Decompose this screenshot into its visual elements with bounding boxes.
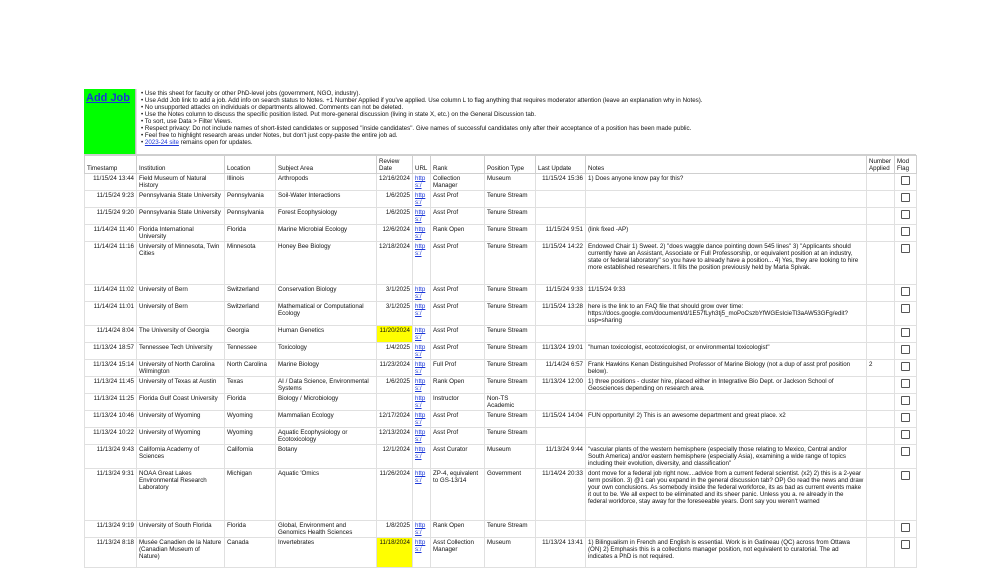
table-row: [85, 445, 917, 469]
col-header-timestamp[interactable]: Timestamp: [85, 156, 137, 174]
cell-review-date[interactable]: 3/1/2025: [377, 285, 413, 302]
cell-subject[interactable]: Honey Bee Biology: [276, 242, 377, 285]
cell-position-type[interactable]: Tenure Stream: [485, 225, 536, 242]
header-banner: [84, 89, 916, 155]
instruction-line: • No unsupported attacks on individuals or departments allowed. Comments can not be deleted.: [141, 104, 404, 111]
cell-location[interactable]: Pennsylvania: [225, 191, 276, 208]
spreadsheet: [84, 89, 916, 560]
cell-location[interactable]: California: [225, 445, 276, 469]
cell-position-type[interactable]: Tenure Stream: [485, 285, 536, 302]
cell-url[interactable]: [413, 521, 431, 538]
cell-notes[interactable]: [586, 521, 867, 538]
cell-timestamp[interactable]: 11/14/24 11:40: [85, 225, 137, 242]
cell-institution[interactable]: University of Minnesota, Twin Cities: [137, 242, 225, 285]
cell-notes[interactable]: 11/15/24 9:33: [586, 285, 867, 302]
cell-timestamp[interactable]: 11/15/24 9:20: [85, 208, 137, 225]
table-row: [85, 302, 917, 326]
job-url-link[interactable]: https:/: [415, 395, 426, 409]
cell-rank[interactable]: Asst Prof: [431, 208, 485, 225]
cell-location[interactable]: Florida: [225, 225, 276, 242]
cell-notes[interactable]: 1) Bilingualism in French and English is essential. Work is in Gatineau (QC) across from Ottawa (ON) 2) Emphasis this is a collections manager position, not equivalent to curatorial. The ad indicates a PhD is not required.: [586, 538, 867, 568]
cell-rank[interactable]: Asst Collection Manager: [431, 538, 485, 568]
cell-number-applied[interactable]: [867, 445, 895, 469]
cell-institution[interactable]: University of Bern: [137, 302, 225, 326]
jobs-table: [84, 155, 917, 568]
cell-last-update[interactable]: 11/15/24 15:36: [536, 174, 586, 191]
cell-last-update[interactable]: [536, 208, 586, 225]
cell-number-applied[interactable]: [867, 285, 895, 302]
cell-mod-flag: [895, 394, 917, 411]
mod-flag-checkbox[interactable]: [901, 345, 910, 354]
cell-rank[interactable]: Instructor: [431, 394, 485, 411]
cell-mod-flag: [895, 174, 917, 191]
mod-flag-checkbox[interactable]: [901, 176, 910, 185]
cell-mod-flag: [895, 285, 917, 302]
cell-subject[interactable]: Mathematical or Computational Ecology: [276, 302, 377, 326]
mod-flag-checkbox[interactable]: [901, 227, 910, 236]
instruction-line: • Use Add Job link to add a job. Add info on search status to Notes. +1 Number Applied if you've applied. Use column L to flag anything that requires moderator attention (leave an explanation why in Notes).: [141, 97, 703, 104]
table-row: [85, 191, 917, 208]
cell-number-applied[interactable]: [867, 191, 895, 208]
cell-review-date[interactable]: 12/16/2024: [377, 174, 413, 191]
table-row: [85, 469, 917, 521]
cell-institution[interactable]: Florida International University: [137, 225, 225, 242]
mod-flag-checkbox[interactable]: [901, 193, 910, 202]
cell-url[interactable]: [413, 242, 431, 285]
table-row: [85, 360, 917, 377]
cell-subject[interactable]: Marine Biology: [276, 360, 377, 377]
instruction-line: • Use the Notes column to discuss the specific position listed. Put more-general discussion (living in state X, etc.) on the General Discussion tab.: [141, 111, 536, 118]
cell-subject[interactable]: Marine Microbial Ecology: [276, 225, 377, 242]
cell-rank[interactable]: Rank Open: [431, 377, 485, 394]
cell-review-date[interactable]: 1/8/2025: [377, 521, 413, 538]
cell-review-date[interactable]: 12/6/2024: [377, 225, 413, 242]
cell-mod-flag: [895, 411, 917, 428]
cell-review-date[interactable]: 12/18/2024: [377, 242, 413, 285]
job-url-link[interactable]: https:/: [415, 209, 426, 223]
cell-subject[interactable]: Forest Ecophysiology: [276, 208, 377, 225]
cell-timestamp[interactable]: 11/13/24 8:18: [85, 538, 137, 568]
cell-position-type[interactable]: Government: [485, 469, 536, 521]
job-url-link[interactable]: https:/: [415, 446, 426, 460]
cell-institution[interactable]: Tennessee Tech University: [137, 343, 225, 360]
cell-location[interactable]: Texas: [225, 377, 276, 394]
mod-flag-checkbox[interactable]: [901, 304, 910, 313]
cell-last-update[interactable]: [536, 191, 586, 208]
cell-notes[interactable]: [586, 208, 867, 225]
cell-timestamp[interactable]: 11/14/24 11:01: [85, 302, 137, 326]
cell-position-type[interactable]: Tenure Stream: [485, 343, 536, 360]
instruction-line: • 2023-24 site remains open for updates.: [141, 139, 253, 146]
cell-review-date[interactable]: 12/13/2024: [377, 428, 413, 445]
cell-institution[interactable]: California Academy of Sciences: [137, 445, 225, 469]
cell-location[interactable]: North Carolina: [225, 360, 276, 377]
cell-last-update[interactable]: 11/14/24 20:33: [536, 469, 586, 521]
col-header-number-applied[interactable]: Number Applied: [867, 156, 895, 174]
cell-url[interactable]: [413, 445, 431, 469]
job-url-link[interactable]: https:/: [415, 327, 426, 341]
cell-rank[interactable]: Collection Manager: [431, 174, 485, 191]
cell-position-type[interactable]: Tenure Stream: [485, 377, 536, 394]
cell-institution[interactable]: Pennsylvania State University: [137, 191, 225, 208]
cell-url[interactable]: [413, 538, 431, 568]
cell-number-applied[interactable]: [867, 208, 895, 225]
cell-rank[interactable]: Asst Prof: [431, 285, 485, 302]
cell-subject[interactable]: Aquatic Ecophysiology or Ecotoxicology: [276, 428, 377, 445]
cell-rank[interactable]: Rank Open: [431, 521, 485, 538]
cell-review-date[interactable]: 1/6/2025: [377, 377, 413, 394]
mod-flag-checkbox[interactable]: [901, 328, 910, 337]
cell-url[interactable]: [413, 285, 431, 302]
cell-position-type[interactable]: Non-TS Academic: [485, 394, 536, 411]
cell-subject[interactable]: Biology / Microbiology: [276, 394, 377, 411]
cell-last-update[interactable]: 11/15/24 9:33: [536, 285, 586, 302]
cell-last-update[interactable]: 11/15/24 14:22: [536, 242, 586, 285]
cell-number-applied[interactable]: [867, 394, 895, 411]
cell-mod-flag: [895, 208, 917, 225]
cell-review-date[interactable]: 12/1/2024: [377, 445, 413, 469]
cell-url[interactable]: [413, 411, 431, 428]
cell-review-date[interactable]: 11/23/2024: [377, 360, 413, 377]
cell-number-applied[interactable]: [867, 469, 895, 521]
cell-mod-flag: [895, 326, 917, 343]
cell-last-update[interactable]: 11/13/24 13:41: [536, 538, 586, 568]
cell-location[interactable]: Wyoming: [225, 411, 276, 428]
job-url-link[interactable]: https:/: [415, 522, 426, 536]
mod-flag-checkbox[interactable]: [901, 447, 910, 456]
cell-institution[interactable]: University of Texas at Austin: [137, 377, 225, 394]
cell-institution[interactable]: University of Wyoming: [137, 428, 225, 445]
cell-rank[interactable]: Full Prof: [431, 360, 485, 377]
cell-review-date[interactable]: 1/6/2025: [377, 208, 413, 225]
cell-timestamp[interactable]: 11/14/24 11:02: [85, 285, 137, 302]
cell-url[interactable]: [413, 360, 431, 377]
mod-flag-checkbox[interactable]: [901, 523, 910, 532]
cell-location[interactable]: Wyoming: [225, 428, 276, 445]
col-header-review-date[interactable]: Review Date: [377, 156, 413, 174]
cell-notes[interactable]: [586, 191, 867, 208]
cell-review-date[interactable]: 11/20/2024: [377, 326, 413, 343]
cell-mod-flag: [895, 242, 917, 285]
cell-subject[interactable]: Arthropods: [276, 174, 377, 191]
col-header-position-type[interactable]: Position Type: [485, 156, 536, 174]
cell-notes[interactable]: [586, 394, 867, 411]
cell-review-date[interactable]: 1/4/2025: [377, 343, 413, 360]
cell-notes[interactable]: FUN opportunity! 2) This is an awesome department and great place. x2: [586, 411, 867, 428]
prior-site-suffix: remains open for updates.: [178, 139, 253, 146]
cell-url[interactable]: [413, 225, 431, 242]
cell-notes[interactable]: (link fixed -AP): [586, 225, 867, 242]
cell-notes[interactable]: Endowed Chair 1) Sweet. 2) "does waggle dance pointing down 545 lines" 3) "Applicants should currently have an Assistant, Associate or Full Professorship, or equivalent position at an industry, state or federal laboratory" so you have to already have a position... 4) Yes, they are looking to hire more established researchers. It fills the position previously held by Marla Spivak.: [586, 242, 867, 285]
cell-location[interactable]: Switzerland: [225, 302, 276, 326]
cell-mod-flag: [895, 428, 917, 445]
prior-site-link[interactable]: 2023-24 site: [144, 139, 179, 146]
job-url-link[interactable]: https:/: [415, 303, 426, 317]
cell-last-update[interactable]: 11/13/24 9:44: [536, 445, 586, 469]
cell-number-applied[interactable]: [867, 242, 895, 285]
add-job-link[interactable]: Add Job: [86, 92, 130, 104]
header-row: [85, 156, 917, 174]
cell-mod-flag: [895, 302, 917, 326]
cell-rank[interactable]: Asst Prof: [431, 302, 485, 326]
add-job-cell: [84, 89, 136, 154]
cell-rank[interactable]: Asst Prof: [431, 343, 485, 360]
col-header-institution[interactable]: Institution: [137, 156, 225, 174]
cell-review-date[interactable]: [377, 394, 413, 411]
instruction-line: • To sort, use Data > Filter Views.: [141, 118, 233, 125]
table-row: [85, 208, 917, 225]
job-url-link[interactable]: https:/: [415, 286, 426, 300]
col-header-last-update[interactable]: Last Update: [536, 156, 586, 174]
cell-location[interactable]: Pennsylvania: [225, 208, 276, 225]
cell-review-date[interactable]: 12/17/2024: [377, 411, 413, 428]
job-url-link[interactable]: https:/: [415, 175, 426, 189]
cell-timestamp[interactable]: 11/13/24 18:57: [85, 343, 137, 360]
cell-mod-flag: [895, 191, 917, 208]
cell-subject[interactable]: Human Genetics: [276, 326, 377, 343]
job-url-link[interactable]: https:/: [415, 429, 426, 443]
cell-number-applied[interactable]: [867, 225, 895, 242]
cell-url[interactable]: [413, 377, 431, 394]
cell-number-applied[interactable]: [867, 326, 895, 343]
cell-institution[interactable]: NOAA Great Lakes Environmental Research Laboratory: [137, 469, 225, 521]
cell-location[interactable]: Florida: [225, 394, 276, 411]
mod-flag-checkbox[interactable]: [901, 430, 910, 439]
col-header-notes[interactable]: Notes: [586, 156, 867, 174]
cell-url[interactable]: [413, 428, 431, 445]
cell-location[interactable]: Georgia: [225, 326, 276, 343]
cell-number-applied[interactable]: [867, 174, 895, 191]
cell-url[interactable]: [413, 191, 431, 208]
cell-review-date[interactable]: 1/6/2025: [377, 191, 413, 208]
cell-subject[interactable]: Conservation Biology: [276, 285, 377, 302]
col-header-location[interactable]: Location: [225, 156, 276, 174]
instruction-line: • Respect privacy: Do not include names of short-listed candidates or supposed "inside candidates". Give names of successful candidates only after their acceptance of a position has been made public.: [141, 125, 692, 132]
cell-position-type[interactable]: Museum: [485, 174, 536, 191]
cell-position-type[interactable]: Tenure Stream: [485, 191, 536, 208]
cell-institution[interactable]: Field Museum of Natural History: [137, 174, 225, 191]
mod-flag-checkbox[interactable]: [901, 540, 910, 549]
cell-notes[interactable]: "vascular plants of the western hemisphere (especially those relating to Mexico, Central and/or South America) and/or eastern hemisphere (especially Asia), examining a wide range of topics including their evolution, diversity, and classification": [586, 445, 867, 469]
cell-location[interactable]: Tennessee: [225, 343, 276, 360]
cell-notes[interactable]: [586, 326, 867, 343]
cell-position-type[interactable]: Museum: [485, 445, 536, 469]
job-url-link[interactable]: https:/: [415, 412, 426, 426]
cell-number-applied[interactable]: [867, 428, 895, 445]
col-header-url[interactable]: URL: [413, 156, 431, 174]
job-url-link[interactable]: https:/: [415, 361, 426, 375]
cell-position-type[interactable]: Tenure Stream: [485, 521, 536, 538]
cell-last-update[interactable]: 11/15/24 13:28: [536, 302, 586, 326]
mod-flag-checkbox[interactable]: [901, 396, 910, 405]
cell-rank[interactable]: Asst Prof: [431, 428, 485, 445]
cell-rank[interactable]: Asst Prof: [431, 242, 485, 285]
cell-number-applied[interactable]: [867, 521, 895, 538]
cell-timestamp[interactable]: 11/14/24 11:16: [85, 242, 137, 285]
table-row: [85, 225, 917, 242]
cell-position-type[interactable]: Tenure Stream: [485, 428, 536, 445]
table-row: [85, 521, 917, 538]
cell-subject[interactable]: Botany: [276, 445, 377, 469]
cell-mod-flag: [895, 521, 917, 538]
mod-flag-checkbox[interactable]: [901, 210, 910, 219]
cell-url[interactable]: [413, 394, 431, 411]
cell-notes[interactable]: 1) Does anyone know pay for this?: [586, 174, 867, 191]
cell-subject[interactable]: Invertebrates: [276, 538, 377, 568]
cell-timestamp[interactable]: 11/13/24 10:46: [85, 411, 137, 428]
cell-location[interactable]: Switzerland: [225, 285, 276, 302]
cell-mod-flag: [895, 377, 917, 394]
mod-flag-checkbox[interactable]: [901, 362, 910, 371]
cell-subject[interactable]: Toxicology: [276, 343, 377, 360]
cell-timestamp[interactable]: 11/13/24 10:22: [85, 428, 137, 445]
cell-position-type[interactable]: Museum: [485, 538, 536, 568]
cell-timestamp[interactable]: 11/13/24 11:25: [85, 394, 137, 411]
cell-url[interactable]: [413, 208, 431, 225]
cell-mod-flag: [895, 445, 917, 469]
mod-flag-checkbox[interactable]: [901, 244, 910, 253]
cell-location[interactable]: Illinois: [225, 174, 276, 191]
instructions: [136, 89, 916, 154]
cell-institution[interactable]: University of North Carolina Wilmington: [137, 360, 225, 377]
cell-rank[interactable]: Asst Curator: [431, 445, 485, 469]
table-row: [85, 428, 917, 445]
cell-review-date[interactable]: 3/1/2025: [377, 302, 413, 326]
col-header-subject[interactable]: Subject Area: [276, 156, 377, 174]
cell-institution[interactable]: Musée Canadien de la Nature (Canadian Museum of Nature): [137, 538, 225, 568]
cell-subject[interactable]: Aquatic 'Omics: [276, 469, 377, 521]
job-url-link[interactable]: https:/: [415, 192, 426, 206]
cell-rank[interactable]: Asst Prof: [431, 411, 485, 428]
cell-institution[interactable]: University of Bern: [137, 285, 225, 302]
cell-notes[interactable]: 1) three positions - cluster hire, placed either in Integrative Bio Dept. or Jackson School of Geosciences depending on research area.: [586, 377, 867, 394]
cell-institution[interactable]: University of South Florida: [137, 521, 225, 538]
table-row: [85, 377, 917, 394]
cell-position-type[interactable]: Tenure Stream: [485, 411, 536, 428]
cell-url[interactable]: [413, 469, 431, 521]
cell-last-update[interactable]: 11/13/24 12:00: [536, 377, 586, 394]
cell-mod-flag: [895, 469, 917, 521]
cell-location[interactable]: Canada: [225, 538, 276, 568]
cell-mod-flag: [895, 225, 917, 242]
cell-number-applied[interactable]: [867, 302, 895, 326]
cell-timestamp[interactable]: 11/13/24 11:45: [85, 377, 137, 394]
job-url-link[interactable]: https:/: [415, 243, 426, 257]
cell-review-date[interactable]: 11/26/2024: [377, 469, 413, 521]
cell-number-applied[interactable]: [867, 343, 895, 360]
cell-notes[interactable]: dont move for a federal job right now....advice from a current federal scientist. (x2) 2) this is a 2-year term position. 3) @1 can you expand in the general discussion tab? OP) Go read the news and draw your own conclusions. As somebody inside the federal workforce, its as bad as current events make it out to be. We all expect to be eliminated and its sheer panic. Unless you a. re already in the federal workforce, stay away for the foreseeable years. Dont say you weren't warned: [586, 469, 867, 521]
cell-position-type[interactable]: Tenure Stream: [485, 302, 536, 326]
cell-rank[interactable]: ZP-4, equivalent to GS-13/14: [431, 469, 485, 521]
cell-subject[interactable]: Mammalian Ecology: [276, 411, 377, 428]
table-row: [85, 285, 917, 302]
cell-institution[interactable]: The University of Georgia: [137, 326, 225, 343]
cell-timestamp[interactable]: 11/13/24 9:43: [85, 445, 137, 469]
cell-number-applied[interactable]: [867, 377, 895, 394]
cell-subject[interactable]: AI / Data Science, Environmental Systems: [276, 377, 377, 394]
cell-last-update[interactable]: 11/15/24 9:51: [536, 225, 586, 242]
table-row: [85, 394, 917, 411]
cell-institution[interactable]: University of Wyoming: [137, 411, 225, 428]
instruction-line: • Feel free to highlight research areas under Notes, but don't just copy-paste the entire job ad.: [141, 132, 398, 139]
cell-url[interactable]: [413, 302, 431, 326]
mod-flag-checkbox[interactable]: [901, 379, 910, 388]
cell-timestamp[interactable]: 11/13/24 9:31: [85, 469, 137, 521]
cell-timestamp[interactable]: 11/13/24 15:14: [85, 360, 137, 377]
job-url-link[interactable]: https:/: [415, 470, 426, 484]
cell-mod-flag: [895, 343, 917, 360]
table-row: [85, 538, 917, 568]
cell-timestamp[interactable]: 11/13/24 9:19: [85, 521, 137, 538]
cell-notes[interactable]: here is the link to an FAQ file that should grow over time: https://docs.google.com/document/d/1E57fLyh3tj5_moPoCszbYfWGEsIcieTl3aAW53GFg/edit?usp=sharing: [586, 302, 867, 326]
cell-notes[interactable]: "human toxicologist, ecotoxicologist, or environmental toxicologist": [586, 343, 867, 360]
cell-location[interactable]: Minnesota: [225, 242, 276, 285]
cell-last-update[interactable]: [536, 326, 586, 343]
cell-position-type[interactable]: Tenure Stream: [485, 208, 536, 225]
cell-timestamp[interactable]: 11/15/24 13:44: [85, 174, 137, 191]
cell-last-update[interactable]: 11/14/24 6:57: [536, 360, 586, 377]
cell-mod-flag: [895, 360, 917, 377]
cell-timestamp[interactable]: 11/14/24 8:04: [85, 326, 137, 343]
cell-review-date[interactable]: 11/18/2024: [377, 538, 413, 568]
cell-position-type[interactable]: Tenure Stream: [485, 326, 536, 343]
table-row: [85, 174, 917, 191]
cell-subject[interactable]: Soil-Water Interactions: [276, 191, 377, 208]
col-header-rank[interactable]: Rank: [431, 156, 485, 174]
cell-location[interactable]: Michigan: [225, 469, 276, 521]
cell-position-type[interactable]: Tenure Stream: [485, 360, 536, 377]
cell-last-update[interactable]: [536, 521, 586, 538]
job-url-link[interactable]: https:/: [415, 539, 426, 553]
cell-subject[interactable]: Global, Environment and Genomics Health Sciences: [276, 521, 377, 538]
mod-flag-checkbox[interactable]: [901, 471, 910, 480]
table-row: [85, 343, 917, 360]
mod-flag-checkbox[interactable]: [901, 413, 910, 422]
cell-url[interactable]: [413, 326, 431, 343]
cell-last-update[interactable]: [536, 394, 586, 411]
job-url-link[interactable]: https:/: [415, 378, 426, 392]
cell-notes[interactable]: Frank Hawkins Kenan Distinguished Professor of Marine Biology (not a dup of asst prof position below).: [586, 360, 867, 377]
instruction-line: • Use this sheet for faculty or other PhD-level jobs (government, NGO, industry).: [141, 90, 361, 97]
job-url-link[interactable]: https:/: [415, 226, 426, 240]
cell-rank[interactable]: Asst Prof: [431, 326, 485, 343]
cell-url[interactable]: [413, 174, 431, 191]
cell-number-applied[interactable]: 2: [867, 360, 895, 377]
cell-position-type[interactable]: Tenure Stream: [485, 242, 536, 285]
cell-timestamp[interactable]: 11/15/24 9:23: [85, 191, 137, 208]
cell-number-applied[interactable]: [867, 411, 895, 428]
cell-location[interactable]: Florida: [225, 521, 276, 538]
job-url-link[interactable]: https:/: [415, 344, 426, 358]
cell-number-applied[interactable]: [867, 538, 895, 568]
mod-flag-checkbox[interactable]: [901, 287, 910, 296]
cell-last-update[interactable]: 11/13/24 19:01: [536, 343, 586, 360]
table-row: [85, 326, 917, 343]
cell-last-update[interactable]: 11/15/24 14:04: [536, 411, 586, 428]
cell-mod-flag: [895, 538, 917, 568]
cell-rank[interactable]: Asst Prof: [431, 191, 485, 208]
cell-last-update[interactable]: [536, 428, 586, 445]
cell-institution[interactable]: Florida Gulf Coast University: [137, 394, 225, 411]
cell-institution[interactable]: Pennsylvania State University: [137, 208, 225, 225]
table-row: [85, 411, 917, 428]
cell-rank[interactable]: Rank Open: [431, 225, 485, 242]
cell-notes[interactable]: [586, 428, 867, 445]
col-header-mod-flag[interactable]: Mod Flag: [895, 156, 917, 174]
table-row: [85, 242, 917, 285]
cell-url[interactable]: [413, 343, 431, 360]
